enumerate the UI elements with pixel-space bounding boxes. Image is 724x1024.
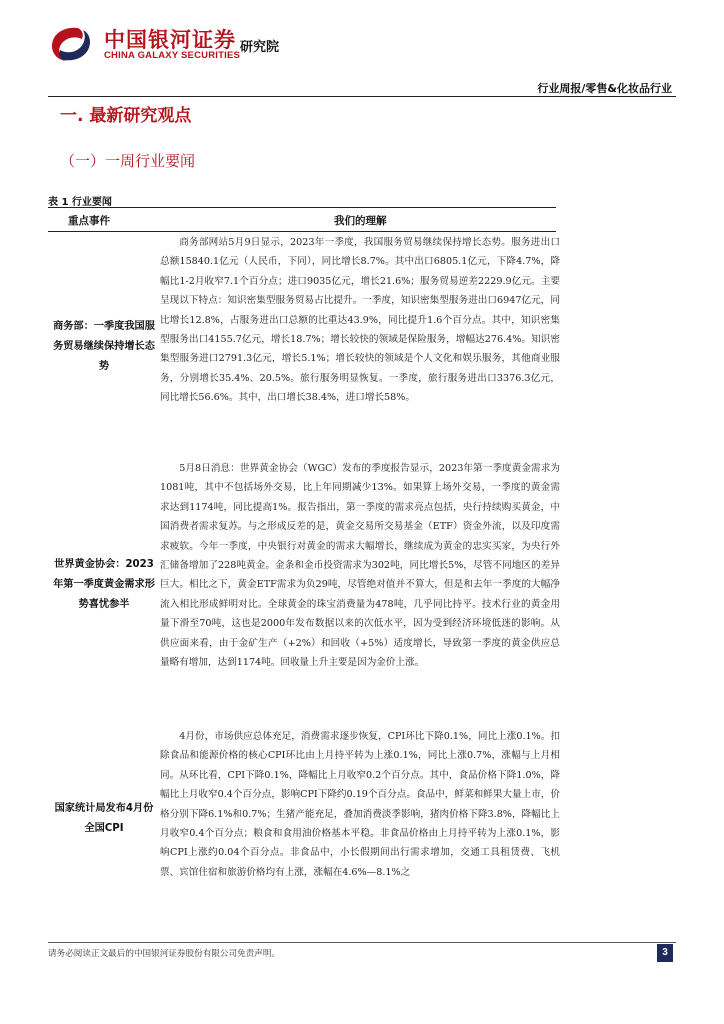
company-logo-icon [48,24,94,64]
event-label: 世界黄金协会：2023年第一季度黄金需求形势喜忧参半 [53,559,155,610]
event-label: 商务部：一季度我国服务贸易继续保持增长态势 [53,321,155,372]
company-name-cn: 中国银河证券 [104,28,236,52]
column-header-event: 重点事件 [68,215,110,227]
table-row [48,727,560,937]
table-header-rule [48,231,556,232]
event-understanding: 4月份，市场供应总体充足，消费需求逐步恢复，CPI环比下降0.1%，同比上涨0.1%。扣除食品和能源价格的核心CPI环比由上月持平转为上涨0.1%，同比上涨0.7%，涨幅与上月相同。从环比看，CPI下降0.1%，降幅比上月收窄0.2个百分点。其中，食品价格下降1.0%，降幅比上月收窄0.4个百分点，影响CPI下降约0.19个百分点。食品中，鲜菜和鲜果大量上市，价格分别下降6.1%和0.7%；生猪产能充足，叠加消费淡季影响，猪肉价格下降3.8%，降幅比上月收窄0.4个百分点；粮食和食用油价格基本平稳。非食品价格由上月持平转为上涨0.1%，影响CPI上涨约0.04个百分点。非食品中，小长假期间出行需求增加，交通工具租赁费、飞机票、宾馆住宿和旅游价格均有上涨，涨幅在4.6%—8.1%之 [160,731,560,878]
section-title: 一. 最新研究观点 [60,106,192,126]
table-row [48,233,560,459]
column-header-understanding: 我们的理解 [334,215,387,227]
event-understanding: 商务部网站5月9日显示，2023年一季度，我国服务贸易继续保持增长态势。服务进出口总额15840.1亿元（人民币，下同），同比增长8.7%。其中出口6805.1亿元，下降4.7%，降幅比1-2月收窄7.1个百分点；进口9035亿元，增长21.6%；服务贸易逆差2229.9亿元。主要呈现以下特点：知识密集型服务贸易占比提升。一季度，知识密集型服务进出口6947亿元，同比增长12.8%，占服务进出口总额的比重达43.9%，同比提升1.6个百分点。其中，知识密集型服务出口4155.7亿元，增长18.7%；增长较快的领域是保险服务，增幅达276.4%。知识密集型服务进口2791.3亿元，增长5.1%；增长较快的领域是个人文化和娱乐服务，其他商业服务，分别增长35.4%、20.5%。旅行服务明显恢复。一季度，旅行服务进出口3376.3亿元，同比增长56.6%。其中，出口增长38.4%，进口增长58%。 [160,237,560,404]
header-divider [48,96,676,97]
subsection-title: （一）一周行业要闻 [60,152,196,170]
table-row [48,459,560,725]
report-type: 行业周报/零售&化妆品行业 [537,82,672,95]
table-caption: 表 1 行业要闻 [48,197,112,208]
event-label: 国家统计局发布4月份全国CPI [54,803,154,834]
table-header [48,208,556,231]
footer-divider [48,942,676,943]
disclaimer-text: 请务必阅读正文最后的中国银河证券股份有限公司免责声明。 [48,949,281,959]
company-name-en: CHINA GALAXY SECURITIES [104,50,241,61]
event-understanding: 5月8日消息：世界黄金协会（WGC）发布的季度报告显示，2023年第一季度黄金需求为1081吨，其中不包括场外交易，比上年同期减少13%。如果算上场外交易，一季度的黄金需求达到1174吨，同比提高1%。报告指出，第一季度的需求亮点包括，央行持续购买黄金，中国消费者需求复苏。与之形成反差的是，黄金交易所交易基金（ETF）资金外流，以及印度需求疲软。今年一季度，中央银行对黄金的需求大幅增长，继续成为黄金的忠实买家，为央行外汇储备增加了228吨黄金。金条和金币投资需求为302吨，同比增长5%，尽管不同地区的差异巨大。相比之下，黄金ETF需求为负29吨，尽管绝对值并不算大，但是和去年一季度的大幅净流入相比形成鲜明对比。全球黄金的珠宝消费量为478吨，几乎同比持平。技术行业的黄金用量下滑至70吨，这也是2000年发布数据以来的次低水平，因为受到经济环境低迷的影响。从供应面来看，由于金矿生产（+2%）和回收（+5%）适度增长，导致第一季度的黄金供应总量略有增加，达到1174吨。回收量上升主要是因为金价上涨。 [160,463,560,669]
institute-label: 研究院 [240,40,280,55]
page-number: 3 [657,944,673,962]
